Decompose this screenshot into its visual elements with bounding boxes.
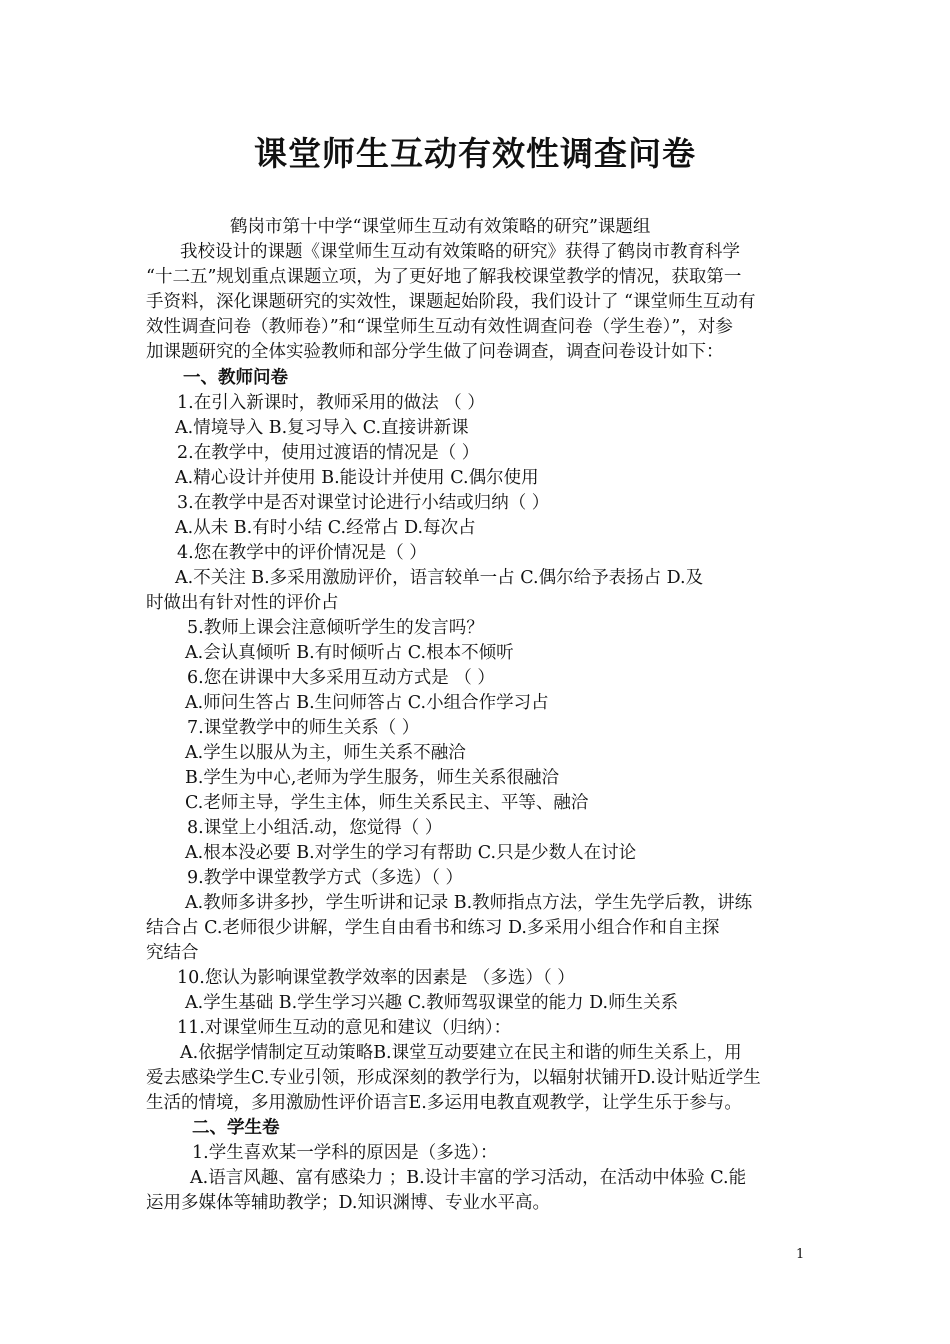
question-line: 11.对课堂师生互动的意见和建议（归纳）： xyxy=(177,1018,512,1038)
section-heading-teacher: 一、教师问卷 xyxy=(183,368,288,388)
option-line: 运用多媒体等辅助教学；D.知识渊博、专业水平高。 xyxy=(146,1193,550,1213)
option-line: A.从未 B.有时小结 C.经常占 D.每次占 xyxy=(175,518,476,538)
option-line: A.师问生答占 B.生问师答占 C.小组合作学习占 xyxy=(185,693,549,713)
option-line: 结合占 C.老师很少讲解，学生自由看书和练习 D.多采用小组合作和自主探 xyxy=(146,918,720,938)
option-line: 时做出有针对性的评价占 xyxy=(146,593,339,613)
question-line: 4.您在教学中的评价情况是（ ） xyxy=(177,543,427,563)
intro-line: 加课题研究的全体实验教师和部分学生做了问卷调查，调查问卷设计如下： xyxy=(146,342,724,362)
question-line: 8.课堂上小组活.动，您觉得（ ） xyxy=(187,818,443,838)
question-line: 7.课堂教学中的师生关系（ ） xyxy=(187,718,420,738)
page-number: 1 xyxy=(796,1247,805,1262)
option-line: C.老师主导，学生主体，师生关系民主、平等、融洽 xyxy=(185,793,589,813)
option-line: 究结合 xyxy=(146,943,199,963)
intro-line: 手资料，深化课题研究的实效性，课题起始阶段，我们设计了 “课堂师生互动有 xyxy=(146,292,756,312)
option-line: A.教师多讲多抄，学生听讲和记录 B.教师指点方法，学生先学后教，讲练 xyxy=(185,893,753,913)
option-line: A.学生以服从为主，师生关系不融洽 xyxy=(185,743,466,763)
option-line: A.语言风趣、富有感染力 ；B.设计丰富的学习活动，在活动中体验 C.能 xyxy=(190,1168,747,1188)
subtitle: 鹤岗市第十中学“课堂师生互动有效策略的研究”课题组 xyxy=(230,217,651,237)
option-line: 生活的情境，多用激励性评价语言E.多运用电教直观教学，让学生乐于参与。 xyxy=(146,1093,742,1113)
intro-line: 我校设计的课题《课堂师生互动有效策略的研究》获得了鹤岗市教育科学 xyxy=(180,242,740,262)
option-line: A.精心设计并使用 B.能设计并使用 C.偶尔使用 xyxy=(175,468,539,488)
question-line: 1.在引入新课时，教师采用的做法 （ ） xyxy=(177,393,485,413)
option-line: A.不关注 B.多采用激励评价，语言较单一占 C.偶尔给予表扬占 D.及 xyxy=(175,568,704,588)
question-line: 9.教学中课堂教学方式（多选）（ ） xyxy=(187,868,464,888)
question-line: 10.您认为影响课堂教学效率的因素是 （多选）（ ） xyxy=(177,968,575,988)
option-line: A.情境导入 B.复习导入 C.直接讲新课 xyxy=(175,418,469,438)
option-line: A.会认真倾听 B.有时倾听占 C.根本不倾听 xyxy=(185,643,514,663)
question-line: 5.教师上课会注意倾听学生的发言吗？ xyxy=(187,618,484,638)
intro-line: 效性调查问卷（教师卷）”和“课堂师生互动有效性调查问卷（学生卷）”，对参 xyxy=(146,317,733,337)
question-line: 1.学生喜欢某一学科的原因是（多选）： xyxy=(192,1143,498,1163)
question-line: 6.您在讲课中大多采用互动方式是 （ ） xyxy=(187,668,495,688)
option-line: B.学生为中心,老师为学生服务，师生关系很融洽 xyxy=(185,768,559,788)
question-line: 3.在教学中是否对课堂讨论进行小结或归纳（ ） xyxy=(177,493,550,513)
option-line: A.依据学情制定互动策略B.课堂互动要建立在民主和谐的师生关系上，用 xyxy=(180,1043,742,1063)
option-line: A.学生基础 B.学生学习兴趣 C.教师驾驭课堂的能力 D.师生关系 xyxy=(185,993,679,1013)
question-line: 2.在教学中，使用过渡语的情况是（ ） xyxy=(177,443,480,463)
option-line: 爱去感染学生C.专业引领，形成深刻的教学行为，以辐射状铺开D.设计贴近学生 xyxy=(146,1068,761,1088)
section-heading-student: 二、学生卷 xyxy=(192,1118,280,1138)
option-line: A.根本没必要 B.对学生的学习有帮助 C.只是少数人在讨论 xyxy=(185,843,637,863)
document-title: 课堂师生互动有效性调查问卷 xyxy=(254,134,696,173)
intro-line: “十二五”规划重点课题立项，为了更好地了解我校课堂教学的情况，获取第一 xyxy=(146,267,742,287)
